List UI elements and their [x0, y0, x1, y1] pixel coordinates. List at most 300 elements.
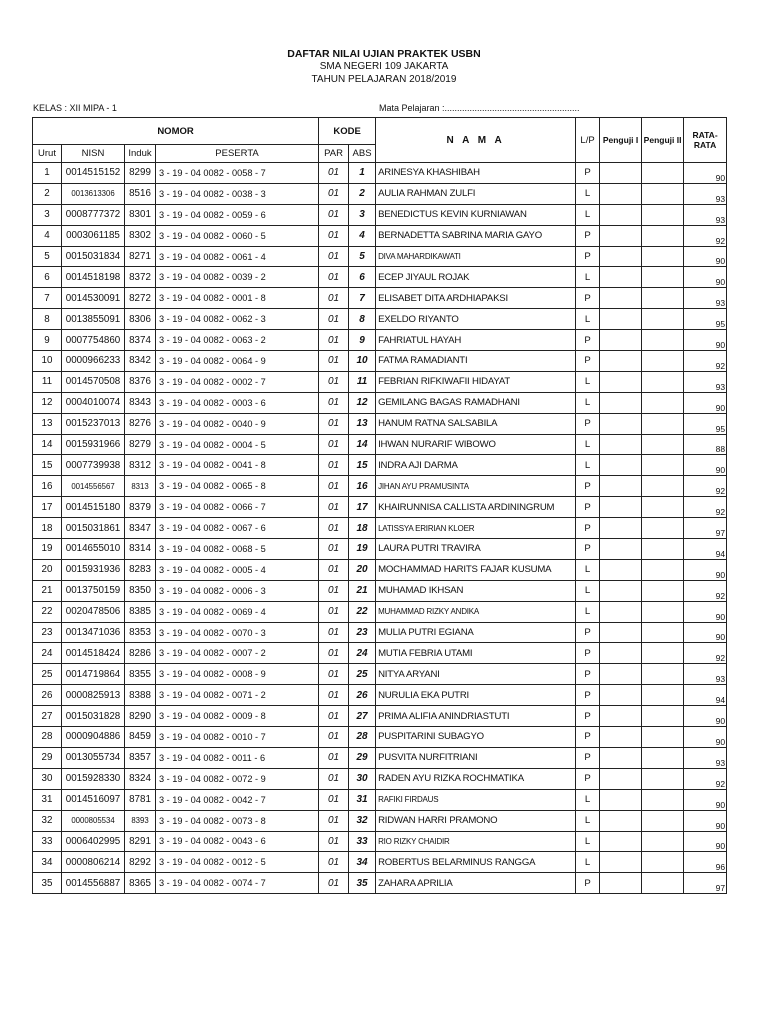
row-penguji1: [600, 413, 642, 434]
row-penguji2: [642, 204, 684, 225]
row-nisn: 0014655010: [62, 539, 125, 560]
row-lp: L: [576, 580, 600, 601]
table-row: [33, 351, 727, 372]
row-rata: 92: [684, 580, 727, 601]
student-rows: [33, 163, 727, 894]
row-nama: FATMA RAMADIANTI: [376, 351, 576, 372]
row-induk: 8357: [125, 747, 156, 768]
row-peserta: 3 - 19 - 04 0082 - 0002 - 7: [156, 371, 319, 392]
row-nama: MULIA PUTRI EGIANA: [376, 622, 576, 643]
row-urut: 3: [33, 204, 62, 225]
row-penguji2: [642, 768, 684, 789]
row-lp: P: [576, 622, 600, 643]
row-penguji1: [600, 225, 642, 246]
grade-table: [32, 117, 727, 894]
row-penguji2: [642, 706, 684, 727]
row-induk: 8276: [125, 413, 156, 434]
row-urut: 8: [33, 309, 62, 330]
row-rata: 90: [684, 831, 727, 852]
row-nama: ARINESYA KHASHIBAH: [376, 163, 576, 184]
row-rata: 94: [684, 685, 727, 706]
row-lp: L: [576, 601, 600, 622]
row-nisn: 0014518198: [62, 267, 125, 288]
table-row: [33, 622, 727, 643]
row-nama: PUSVITA NURFITRIANI: [376, 747, 576, 768]
row-nisn: 0013613306: [62, 183, 125, 204]
row-nisn: 0013750159: [62, 580, 125, 601]
row-urut: 26: [33, 685, 62, 706]
row-penguji2: [642, 664, 684, 685]
row-induk: 8355: [125, 664, 156, 685]
row-rata: 88: [684, 434, 727, 455]
row-peserta: 3 - 19 - 04 0082 - 0068 - 5: [156, 539, 319, 560]
row-peserta: 3 - 19 - 04 0082 - 0005 - 4: [156, 559, 319, 580]
row-lp: L: [576, 810, 600, 831]
row-par: 01: [319, 413, 349, 434]
row-abs: 20: [349, 559, 376, 580]
row-rata: 90: [684, 706, 727, 727]
row-lp: P: [576, 413, 600, 434]
row-abs: 5: [349, 246, 376, 267]
row-par: 01: [319, 267, 349, 288]
row-lp: P: [576, 225, 600, 246]
row-nisn: 0013471036: [62, 622, 125, 643]
row-penguji1: [600, 163, 642, 184]
row-penguji2: [642, 309, 684, 330]
row-rata: 90: [684, 163, 727, 184]
row-par: 01: [319, 288, 349, 309]
row-peserta: 3 - 19 - 04 0082 - 0063 - 2: [156, 330, 319, 351]
row-peserta: 3 - 19 - 04 0082 - 0007 - 2: [156, 643, 319, 664]
row-penguji2: [642, 539, 684, 560]
row-lp: L: [576, 392, 600, 413]
row-rata: 90: [684, 559, 727, 580]
row-penguji2: [642, 747, 684, 768]
row-nama: RIDWAN HARRI PRAMONO: [376, 810, 576, 831]
row-par: 01: [319, 789, 349, 810]
row-urut: 34: [33, 852, 62, 873]
row-nama: FAHRIATUL HAYAH: [376, 330, 576, 351]
row-lp: P: [576, 351, 600, 372]
row-urut: 7: [33, 288, 62, 309]
row-abs: 23: [349, 622, 376, 643]
class-label: KELAS : XII MIPA - 1: [33, 103, 117, 113]
row-nisn: 0014556567: [62, 476, 125, 497]
table-row: [33, 747, 727, 768]
row-par: 01: [319, 434, 349, 455]
row-par: 01: [319, 831, 349, 852]
row-lp: L: [576, 434, 600, 455]
row-lp: P: [576, 288, 600, 309]
row-nisn: 0014570508: [62, 371, 125, 392]
row-urut: 2: [33, 183, 62, 204]
row-abs: 27: [349, 706, 376, 727]
col-par: PAR: [319, 145, 349, 163]
row-par: 01: [319, 539, 349, 560]
row-nisn: 0014530091: [62, 288, 125, 309]
row-lp: P: [576, 685, 600, 706]
row-penguji2: [642, 727, 684, 748]
row-penguji1: [600, 789, 642, 810]
row-rata: 95: [684, 413, 727, 434]
row-nama: MUTIA FEBRIA UTAMI: [376, 643, 576, 664]
row-abs: 17: [349, 497, 376, 518]
row-lp: L: [576, 831, 600, 852]
row-nama: LAURA PUTRI TRAVIRA: [376, 539, 576, 560]
row-nama: NITYA ARYANI: [376, 664, 576, 685]
row-penguji1: [600, 476, 642, 497]
row-penguji1: [600, 351, 642, 372]
row-penguji2: [642, 601, 684, 622]
row-nisn: 0013055734: [62, 747, 125, 768]
row-par: 01: [319, 309, 349, 330]
row-nama: BERNADETTA SABRINA MARIA GAYO: [376, 225, 576, 246]
subject-label: Mata Pelajaran :......................................................: [379, 103, 580, 113]
row-urut: 24: [33, 643, 62, 664]
row-par: 01: [319, 664, 349, 685]
row-induk: 8365: [125, 873, 156, 894]
row-urut: 30: [33, 768, 62, 789]
row-peserta: 3 - 19 - 04 0082 - 0001 - 8: [156, 288, 319, 309]
row-peserta: 3 - 19 - 04 0082 - 0065 - 8: [156, 476, 319, 497]
row-lp: L: [576, 183, 600, 204]
row-par: 01: [319, 685, 349, 706]
row-penguji1: [600, 727, 642, 748]
row-penguji1: [600, 852, 642, 873]
academic-year: TAHUN PELAJARAN 2018/2019: [311, 74, 457, 85]
row-induk: 8350: [125, 580, 156, 601]
row-par: 01: [319, 476, 349, 497]
row-abs: 26: [349, 685, 376, 706]
row-induk: 8290: [125, 706, 156, 727]
row-urut: 4: [33, 225, 62, 246]
row-par: 01: [319, 727, 349, 748]
row-abs: 9: [349, 330, 376, 351]
row-penguji2: [642, 559, 684, 580]
row-nama: MUHAMAD IKHSAN: [376, 580, 576, 601]
row-nama: ECEP JIYAUL ROJAK: [376, 267, 576, 288]
row-nisn: 0014515180: [62, 497, 125, 518]
row-nama: ROBERTUS BELARMINUS RANGGA: [376, 852, 576, 873]
row-nisn: 0000805534: [62, 810, 125, 831]
row-induk: 8781: [125, 789, 156, 810]
row-urut: 35: [33, 873, 62, 894]
row-nisn: 0007754860: [62, 330, 125, 351]
row-par: 01: [319, 351, 349, 372]
row-induk: 8347: [125, 518, 156, 539]
table-row: [33, 518, 727, 539]
row-lp: L: [576, 267, 600, 288]
row-nisn: 0004010074: [62, 392, 125, 413]
row-induk: 8374: [125, 330, 156, 351]
row-abs: 7: [349, 288, 376, 309]
row-peserta: 3 - 19 - 04 0082 - 0008 - 9: [156, 664, 319, 685]
row-nisn: 0015031834: [62, 246, 125, 267]
row-peserta: 3 - 19 - 04 0082 - 0012 - 5: [156, 852, 319, 873]
row-par: 01: [319, 601, 349, 622]
row-nisn: 0000904886: [62, 727, 125, 748]
row-penguji1: [600, 601, 642, 622]
row-penguji2: [642, 476, 684, 497]
table-row: [33, 163, 727, 184]
row-lp: L: [576, 789, 600, 810]
row-nisn: 0015237013: [62, 413, 125, 434]
row-peserta: 3 - 19 - 04 0082 - 0042 - 7: [156, 789, 319, 810]
row-nisn: 0000825913: [62, 685, 125, 706]
row-rata: 92: [684, 351, 727, 372]
row-nama: RAFIKI FIRDAUS: [376, 789, 576, 810]
row-induk: 8353: [125, 622, 156, 643]
row-nama: JIHAN AYU PRAMUSINTA: [376, 476, 576, 497]
row-par: 01: [319, 246, 349, 267]
row-penguji2: [642, 351, 684, 372]
row-penguji1: [600, 518, 642, 539]
row-abs: 16: [349, 476, 376, 497]
table-row: [33, 664, 727, 685]
row-induk: 8301: [125, 204, 156, 225]
row-urut: 21: [33, 580, 62, 601]
row-abs: 33: [349, 831, 376, 852]
table-row: [33, 183, 727, 204]
row-induk: 8313: [125, 476, 156, 497]
row-urut: 17: [33, 497, 62, 518]
row-nama: RIO RIZKY CHAIDIR: [376, 831, 576, 852]
row-peserta: 3 - 19 - 04 0082 - 0069 - 4: [156, 601, 319, 622]
row-urut: 31: [33, 789, 62, 810]
row-abs: 28: [349, 727, 376, 748]
row-lp: P: [576, 727, 600, 748]
col-nama: N A M A: [376, 118, 576, 163]
row-lp: L: [576, 309, 600, 330]
row-penguji2: [642, 413, 684, 434]
row-abs: 14: [349, 434, 376, 455]
row-abs: 19: [349, 539, 376, 560]
row-nama: FEBRIAN RIFKIWAFII HIDAYAT: [376, 371, 576, 392]
row-nisn: 0020478506: [62, 601, 125, 622]
row-peserta: 3 - 19 - 04 0082 - 0058 - 7: [156, 163, 319, 184]
row-peserta: 3 - 19 - 04 0082 - 0010 - 7: [156, 727, 319, 748]
row-peserta: 3 - 19 - 04 0082 - 0006 - 3: [156, 580, 319, 601]
row-par: 01: [319, 371, 349, 392]
row-lp: P: [576, 664, 600, 685]
row-induk: 8388: [125, 685, 156, 706]
row-lp: L: [576, 852, 600, 873]
row-penguji1: [600, 330, 642, 351]
row-nisn: 0014516097: [62, 789, 125, 810]
row-abs: 34: [349, 852, 376, 873]
table-row: [33, 330, 727, 351]
row-par: 01: [319, 643, 349, 664]
row-peserta: 3 - 19 - 04 0082 - 0009 - 8: [156, 706, 319, 727]
row-lp: L: [576, 455, 600, 476]
row-nama: MOCHAMMAD HARITS FAJAR KUSUMA: [376, 559, 576, 580]
row-rata: 93: [684, 371, 727, 392]
row-rata: 96: [684, 852, 727, 873]
row-rata: 90: [684, 330, 727, 351]
table-row: [33, 852, 727, 873]
row-rata: 93: [684, 288, 727, 309]
row-urut: 29: [33, 747, 62, 768]
row-peserta: 3 - 19 - 04 0082 - 0059 - 6: [156, 204, 319, 225]
row-peserta: 3 - 19 - 04 0082 - 0043 - 6: [156, 831, 319, 852]
row-nama: ZAHARA APRILIA: [376, 873, 576, 894]
row-urut: 9: [33, 330, 62, 351]
row-penguji2: [642, 455, 684, 476]
row-nama: AULIA RAHMAN ZULFI: [376, 183, 576, 204]
col-kode: KODE: [319, 118, 376, 145]
table-row: [33, 434, 727, 455]
row-induk: 8292: [125, 852, 156, 873]
row-nisn: 0015931936: [62, 559, 125, 580]
row-penguji2: [642, 810, 684, 831]
row-penguji1: [600, 267, 642, 288]
row-par: 01: [319, 852, 349, 873]
col-urut: Urut: [33, 145, 62, 163]
row-rata: 92: [684, 225, 727, 246]
row-lp: P: [576, 747, 600, 768]
row-penguji1: [600, 455, 642, 476]
table-row: [33, 539, 727, 560]
row-abs: 8: [349, 309, 376, 330]
row-nama: EXELDO RIYANTO: [376, 309, 576, 330]
row-induk: 8343: [125, 392, 156, 413]
row-induk: 8342: [125, 351, 156, 372]
row-par: 01: [319, 183, 349, 204]
row-rata: 90: [684, 601, 727, 622]
row-par: 01: [319, 810, 349, 831]
row-penguji1: [600, 183, 642, 204]
row-rata: 95: [684, 309, 727, 330]
col-nisn: NISN: [62, 145, 125, 163]
row-urut: 14: [33, 434, 62, 455]
row-lp: P: [576, 518, 600, 539]
table-row: [33, 392, 727, 413]
row-abs: 31: [349, 789, 376, 810]
table-row: [33, 246, 727, 267]
row-nama: KHAIRUNNISA CALLISTA ARDININGRUM: [376, 497, 576, 518]
row-peserta: 3 - 19 - 04 0082 - 0071 - 2: [156, 685, 319, 706]
row-rata: 92: [684, 768, 727, 789]
row-induk: 8302: [125, 225, 156, 246]
row-par: 01: [319, 497, 349, 518]
table-row: [33, 810, 727, 831]
row-lp: P: [576, 330, 600, 351]
row-abs: 3: [349, 204, 376, 225]
row-lp: P: [576, 497, 600, 518]
table-row: [33, 371, 727, 392]
row-urut: 22: [33, 601, 62, 622]
row-par: 01: [319, 706, 349, 727]
row-induk: 8376: [125, 371, 156, 392]
row-lp: P: [576, 163, 600, 184]
table-row: [33, 601, 727, 622]
row-nisn: 0000806214: [62, 852, 125, 873]
row-rata: 93: [684, 747, 727, 768]
row-par: 01: [319, 622, 349, 643]
table-row: [33, 497, 727, 518]
row-nama: MUHAMMAD RIZKY ANDIKA: [376, 601, 576, 622]
row-penguji1: [600, 204, 642, 225]
row-nama: HANUM RATNA SALSABILA: [376, 413, 576, 434]
row-nama: NURULIA EKA PUTRI: [376, 685, 576, 706]
row-penguji1: [600, 288, 642, 309]
row-abs: 29: [349, 747, 376, 768]
row-induk: 8283: [125, 559, 156, 580]
row-penguji1: [600, 371, 642, 392]
row-induk: 8393: [125, 810, 156, 831]
row-urut: 10: [33, 351, 62, 372]
row-penguji1: [600, 246, 642, 267]
row-urut: 5: [33, 246, 62, 267]
row-rata: 90: [684, 267, 727, 288]
row-urut: 6: [33, 267, 62, 288]
row-induk: 8272: [125, 288, 156, 309]
row-par: 01: [319, 747, 349, 768]
row-rata: 92: [684, 643, 727, 664]
row-peserta: 3 - 19 - 04 0082 - 0039 - 2: [156, 267, 319, 288]
row-rata: 90: [684, 246, 727, 267]
row-penguji2: [642, 434, 684, 455]
row-peserta: 3 - 19 - 04 0082 - 0038 - 3: [156, 183, 319, 204]
table-row: [33, 873, 727, 894]
row-nisn: 0014719864: [62, 664, 125, 685]
row-nisn: 0014518424: [62, 643, 125, 664]
row-lp: P: [576, 768, 600, 789]
row-penguji1: [600, 831, 642, 852]
row-nisn: 0014515152: [62, 163, 125, 184]
row-peserta: 3 - 19 - 04 0082 - 0072 - 9: [156, 768, 319, 789]
row-penguji2: [642, 873, 684, 894]
row-nama: BENEDICTUS KEVIN KURNIAWAN: [376, 204, 576, 225]
table-row: [33, 768, 727, 789]
table-row: [33, 413, 727, 434]
row-penguji2: [642, 643, 684, 664]
row-nisn: 0003061185: [62, 225, 125, 246]
row-nisn: 0014556887: [62, 873, 125, 894]
row-peserta: 3 - 19 - 04 0082 - 0061 - 4: [156, 246, 319, 267]
row-urut: 13: [33, 413, 62, 434]
row-penguji2: [642, 852, 684, 873]
table-row: [33, 476, 727, 497]
row-par: 01: [319, 768, 349, 789]
row-penguji1: [600, 580, 642, 601]
row-rata: 97: [684, 873, 727, 894]
row-peserta: 3 - 19 - 04 0082 - 0067 - 6: [156, 518, 319, 539]
row-penguji1: [600, 622, 642, 643]
row-rata: 94: [684, 539, 727, 560]
row-rata: 90: [684, 810, 727, 831]
row-peserta: 3 - 19 - 04 0082 - 0066 - 7: [156, 497, 319, 518]
row-urut: 32: [33, 810, 62, 831]
row-induk: 8459: [125, 727, 156, 748]
row-penguji2: [642, 622, 684, 643]
row-penguji2: [642, 225, 684, 246]
row-abs: 21: [349, 580, 376, 601]
row-penguji1: [600, 747, 642, 768]
row-lp: P: [576, 873, 600, 894]
row-par: 01: [319, 163, 349, 184]
table-row: [33, 288, 727, 309]
row-rata: 90: [684, 727, 727, 748]
row-nama: ELISABET DITA ARDHIAPAKSI: [376, 288, 576, 309]
table-row: [33, 455, 727, 476]
table-row: [33, 309, 727, 330]
row-nisn: 0015031828: [62, 706, 125, 727]
row-rata: 93: [684, 183, 727, 204]
row-rata: 90: [684, 392, 727, 413]
row-induk: 8291: [125, 831, 156, 852]
row-par: 01: [319, 225, 349, 246]
